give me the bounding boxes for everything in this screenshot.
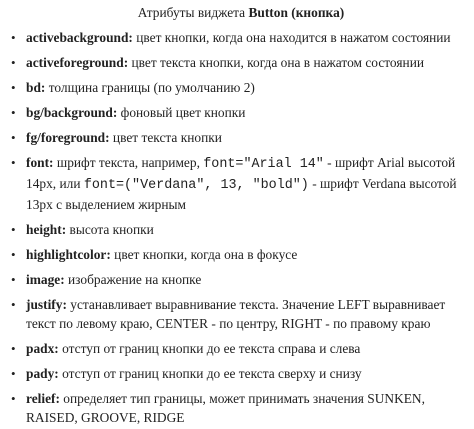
list-item: [6, 128, 468, 147]
bullet-icon: •: [11, 366, 16, 381]
bullet-icon: •: [11, 155, 16, 170]
attribute-description: изображение на кнопке: [64, 272, 202, 287]
page-title: [6, 4, 468, 22]
title-prefix: Атрибуты виджета: [137, 5, 249, 20]
attribute-list: [6, 28, 468, 427]
attribute-term: fg/foreground:: [26, 130, 110, 145]
attribute-description: устанавливает выравнивание текста. Значение LEFT выравнивает текст по левому краю, CENTER - по центру, RIGHT - по правому краю: [26, 297, 446, 331]
bullet-icon: •: [11, 80, 16, 95]
attribute-description: - шрифт Arial высотой 14px, или: [26, 155, 456, 191]
bullet-icon: •: [11, 222, 16, 237]
attribute-description: цвет кнопки, когда она в фокусе: [110, 247, 298, 262]
bullet-icon: •: [11, 391, 16, 406]
bullet-icon: •: [11, 55, 16, 70]
bullet-icon: •: [11, 247, 16, 262]
attribute-description: цвет кнопки, когда она находится в нажатом состоянии: [132, 30, 451, 45]
list-item: [6, 103, 468, 122]
attribute-term: bg/background:: [26, 105, 118, 120]
code-sample: font="Arial 14": [203, 157, 324, 172]
list-item: [6, 364, 468, 383]
attribute-term: relief:: [26, 391, 60, 406]
list-item: [6, 339, 468, 358]
attribute-term: justify:: [26, 297, 67, 312]
bullet-icon: •: [11, 130, 16, 145]
list-item: [6, 270, 468, 289]
attribute-description: фоновый цвет кнопки: [117, 105, 246, 120]
code-sample: font=("Verdana", 13, "bold"): [83, 178, 309, 193]
attribute-description: определяет тип границы, может принимать значения SUNKEN, RAISED, GROOVE, RIDGE: [26, 391, 425, 425]
attribute-description: толщина границы (по умолчанию 2): [45, 80, 255, 95]
attribute-term: padx:: [26, 341, 59, 356]
attribute-term: image:: [26, 272, 65, 287]
bullet-icon: •: [11, 105, 16, 120]
list-item: [6, 220, 468, 239]
attribute-term: activebackground:: [26, 30, 133, 45]
list-item: [6, 53, 468, 72]
list-item: [6, 153, 468, 214]
attribute-description: цвет текста кнопки: [109, 130, 222, 145]
attribute-description: отступ от границ кнопки до ее текста сверху и снизу: [58, 366, 362, 381]
bullet-icon: •: [11, 297, 16, 312]
list-item: [6, 28, 468, 47]
list-item: [6, 245, 468, 264]
attribute-description: отступ от границ кнопки до ее текста справа и слева: [58, 341, 361, 356]
list-item: [6, 295, 468, 333]
attribute-description: высота кнопки: [66, 222, 154, 237]
attribute-term: font:: [26, 155, 54, 170]
attribute-description: цвет текста кнопки, когда она в нажатом состоянии: [128, 55, 425, 70]
title-bold: Button (кнопка): [248, 5, 345, 20]
attribute-term: highlightcolor:: [26, 247, 111, 262]
attribute-term: pady:: [26, 366, 59, 381]
attribute-description: - шрифт Verdana высотой 13px с выделением жирным: [26, 176, 457, 212]
bullet-icon: •: [11, 30, 16, 45]
attribute-description: шрифт текста, например,: [53, 155, 204, 170]
bullet-icon: •: [11, 341, 16, 356]
attribute-term: bd:: [26, 80, 46, 95]
bullet-icon: •: [11, 272, 16, 287]
attribute-term: height:: [26, 222, 67, 237]
list-item: [6, 78, 468, 97]
list-item: [6, 389, 468, 427]
attribute-term: activeforeground:: [26, 55, 129, 70]
